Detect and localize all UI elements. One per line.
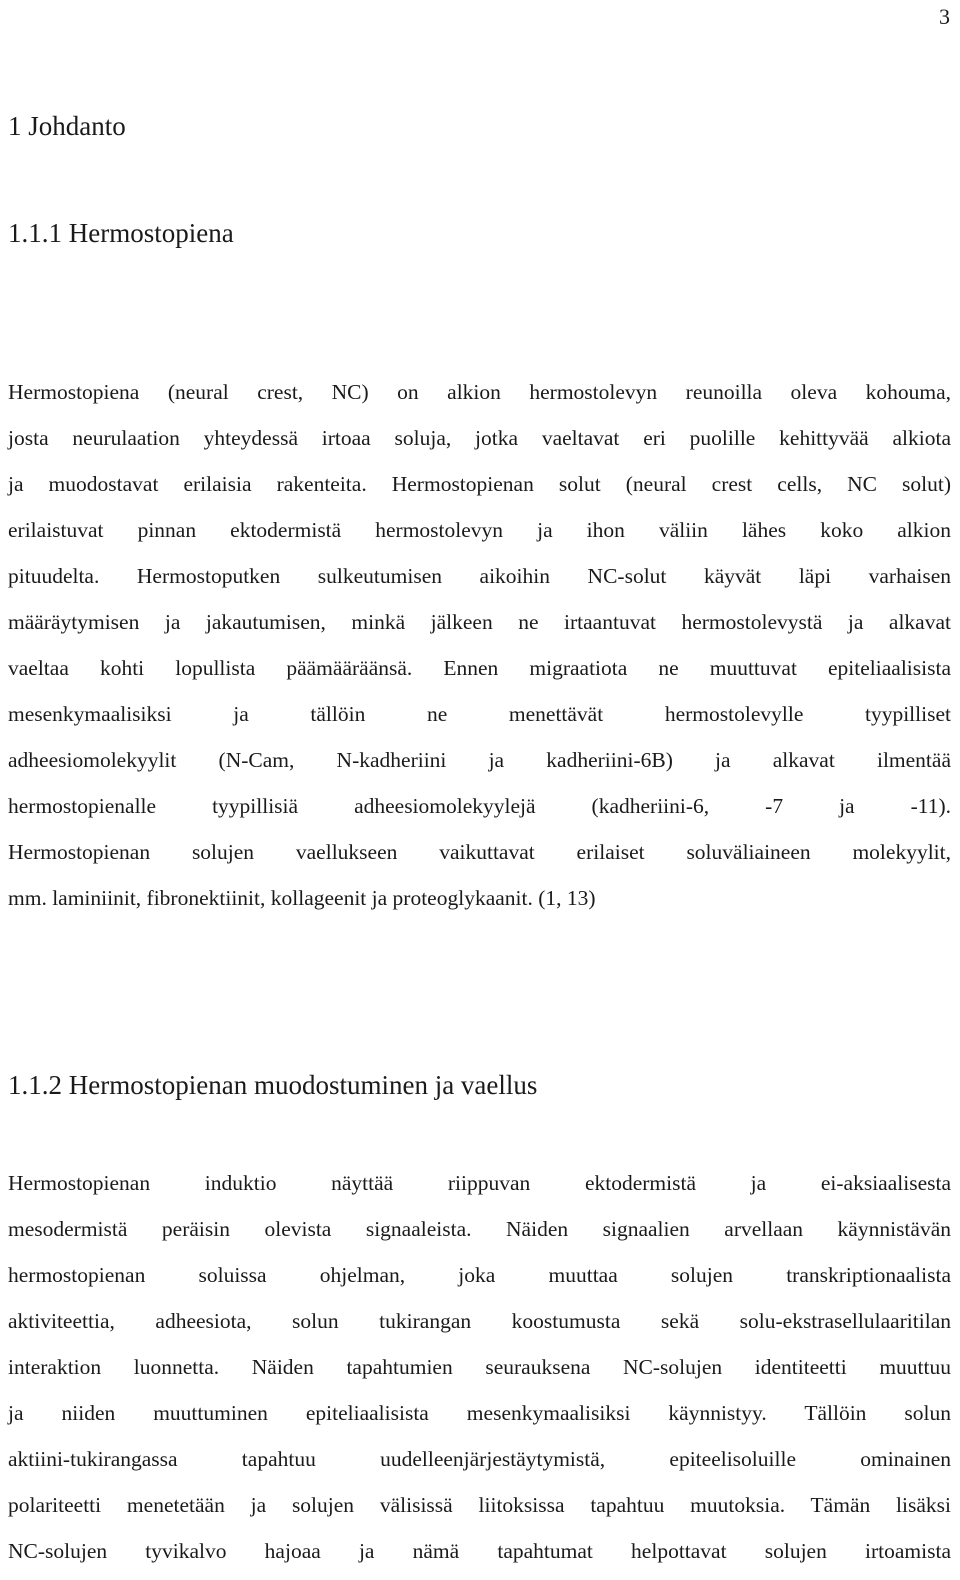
text-line: mesodermistä peräisin olevista signaaleista. Näiden signaalien arvellaan käynnistävän	[8, 1217, 951, 1241]
text-line: vaeltaa kohti lopullista päämääräänsä. Ennen migraatiota ne muuttuvat epiteliaalisista	[8, 656, 951, 680]
text-line: NC-solujen tyvikalvo hajoaa ja nämä tapahtumat helpottavat solujen irtoamista	[8, 1539, 951, 1563]
text-line: hermostopienalle tyypillisiä adheesiomolekyylejä (kadheriini-6, -7 ja -11).	[8, 794, 951, 818]
text-line: mesenkymaalisiksi ja tällöin ne menettävät hermostolevylle tyypilliset	[8, 702, 951, 726]
text-line: määräytymisen ja jakautumisen, minkä jälkeen ne irtaantuvat hermostolevystä ja alkavat	[8, 610, 951, 634]
text-line: Hermostopienan induktio näyttää riippuvan ektodermistä ja ei-aksiaalisesta	[8, 1171, 951, 1195]
text-line: Hermostopiena (neural crest, NC) on alkion hermostolevyn reunoilla oleva kohouma,	[8, 380, 951, 404]
text-line: Hermostopienan solujen vaellukseen vaikuttavat erilaiset soluväliaineen molekyylit,	[8, 840, 951, 864]
text-line: aktiviteettia, adheesiota, solun tukirangan koostumusta sekä solu-ekstrasellulaaritilan	[8, 1309, 951, 1333]
paragraph-hermostopiena	[8, 369, 951, 921]
text-line: mm. laminiinit, fibronektiinit, kollageenit ja proteoglykaanit. (1, 13)	[8, 886, 596, 910]
paragraph-muodostuminen	[8, 1160, 951, 1574]
text-line: josta neurulaation yhteydessä irtoaa soluja, jotka vaeltavat eri puolille kehittyvää alkiota	[8, 426, 951, 450]
section-heading-muodostuminen: 1.1.2 Hermostopienan muodostuminen ja vaellus	[8, 1070, 538, 1100]
text-line: erilaistuvat pinnan ektodermistä hermostolevyn ja ihon väliin lähes koko alkion	[8, 518, 951, 542]
text-line: pituudelta. Hermostoputken sulkeutumisen aikoihin NC-solut käyvät läpi varhaisen	[8, 564, 951, 588]
text-line: adheesiomolekyylit (N-Cam, N-kadheriini ja kadheriini-6B) ja alkavat ilmentää	[8, 748, 951, 772]
text-line: ja muodostavat erilaisia rakenteita. Hermostopienan solut (neural crest cells, NC solut)	[8, 472, 951, 496]
section-heading-hermostopiena: 1.1.1 Hermostopiena	[8, 218, 234, 248]
text-line: polariteetti menetetään ja solujen välisissä liitoksissa tapahtuu muutoksia. Tämän lisäksi	[8, 1493, 951, 1517]
text-line: aktiini-tukirangassa tapahtuu uudelleenjärjestäytymistä, epiteelisoluille ominainen	[8, 1447, 951, 1471]
chapter-heading: 1 Johdanto	[8, 111, 126, 141]
text-line: interaktion luonnetta. Näiden tapahtumien seurauksena NC-solujen identiteetti muuttuu	[8, 1355, 951, 1379]
text-line: ja niiden muuttuminen epiteliaalisista mesenkymaalisiksi käynnistyy. Tällöin solun	[8, 1401, 951, 1425]
text-line: hermostopienan soluissa ohjelman, joka muuttaa solujen transkriptionaalista	[8, 1263, 951, 1287]
page-number: 3	[939, 4, 950, 29]
